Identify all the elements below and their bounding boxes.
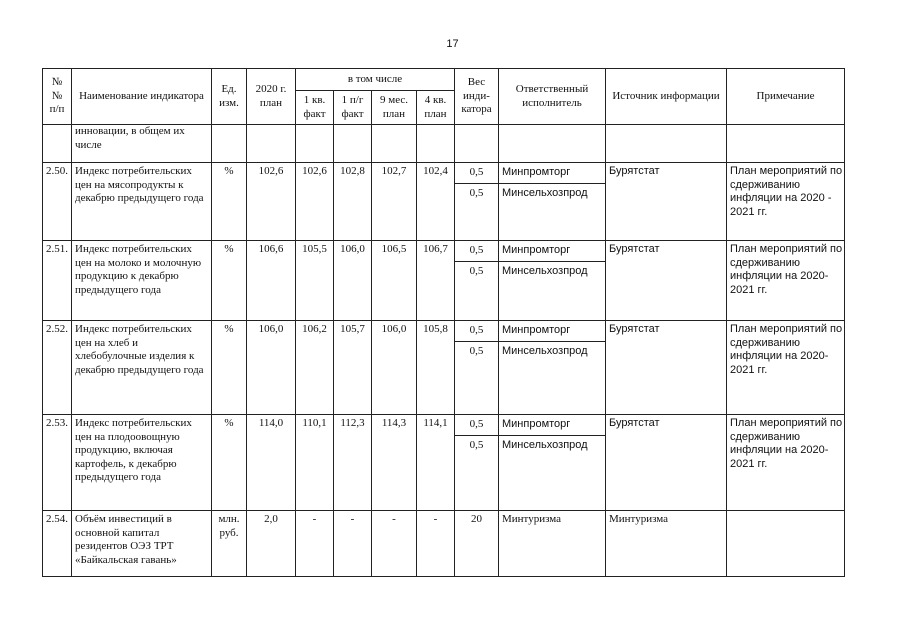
plan-2020: 2,0: [247, 511, 296, 577]
9m-plan: -: [372, 511, 417, 577]
note: План мероприятий по сдерживанию инфляции на 2020-2021 гг.: [727, 241, 845, 321]
header-num: № № п/п: [43, 69, 72, 125]
q4-plan: 114,1: [417, 415, 455, 511]
weight-2: 0,5: [455, 261, 498, 281]
weight-2: 0,5: [455, 435, 498, 455]
q1-fact: -: [296, 511, 334, 577]
header-responsible: Ответственный исполнитель: [499, 69, 606, 125]
h1-fact: 112,3: [334, 415, 372, 511]
header-source: Источник информации: [606, 69, 727, 125]
plan-2020: 106,0: [247, 321, 296, 415]
weight-1: 0,5: [469, 166, 484, 178]
unit: %: [212, 415, 247, 511]
q1-fact: 105,5: [296, 241, 334, 321]
source: Бурятстат: [606, 241, 727, 321]
9m-plan: 106,0: [372, 321, 417, 415]
source: Бурятстат: [606, 321, 727, 415]
note: План мероприятий по сдерживанию инфляции на 2020-2021 гг.: [727, 415, 845, 511]
indicator-name: Индекс потребительских цен на плодоовощную продукцию, включая картофель, к декабрю предыдущего года: [72, 415, 212, 511]
note: План мероприятий по сдерживанию инфляции на 2020-2021 гг.: [727, 321, 845, 415]
weight-2: 0,5: [455, 183, 498, 203]
responsible-1: Минпромторг: [502, 244, 571, 256]
row-number: 2.51.: [43, 241, 72, 321]
h1-fact: 105,7: [334, 321, 372, 415]
responsible-2: Минсельхозпрод: [499, 341, 605, 361]
source: Минтуризма: [606, 511, 727, 577]
q1-fact: 106,2: [296, 321, 334, 415]
h1-fact: 102,8: [334, 163, 372, 241]
responsible-1: Минпромторг: [502, 324, 571, 336]
q1-fact: 102,6: [296, 163, 334, 241]
responsible-2: Минсельхозпрод: [499, 261, 605, 281]
page-number: 17: [446, 38, 459, 50]
note: План мероприятий по сдерживанию инфляции на 2020 - 2021 гг.: [727, 163, 845, 241]
row-number: 2.50.: [43, 163, 72, 241]
9m-plan: 102,7: [372, 163, 417, 241]
weight-1: 0,5: [469, 244, 484, 256]
q4-plan: 102,4: [417, 163, 455, 241]
header-h1: 1 п/г факт: [334, 91, 372, 125]
responsible-1: Минтуризма: [499, 511, 606, 577]
header-9m: 9 мес. план: [372, 91, 417, 125]
responsible-1: Минпромторг: [502, 166, 571, 178]
indicators-table: [42, 68, 845, 577]
note: [727, 511, 845, 577]
unit: %: [212, 321, 247, 415]
responsible-2: Минсельхозпрод: [499, 183, 605, 203]
h1-fact: -: [334, 511, 372, 577]
header-name: Наименование индикатора: [72, 69, 212, 125]
table-row: [43, 241, 845, 321]
table-row: [43, 511, 845, 577]
9m-plan: 114,3: [372, 415, 417, 511]
indicator-name: инновации, в общем их числе: [72, 125, 212, 163]
indicator-name: Объём инвестиций в основной капитал резидентов ОЭЗ ТРТ «Байкальская гавань»: [72, 511, 212, 577]
source: Бурятстат: [606, 415, 727, 511]
weight-1: 20: [455, 511, 499, 577]
h1-fact: 106,0: [334, 241, 372, 321]
row-number: 2.54.: [43, 511, 72, 577]
9m-plan: 106,5: [372, 241, 417, 321]
weight-2: 0,5: [455, 341, 498, 361]
row-number: 2.53.: [43, 415, 72, 511]
table-row-continuation: [43, 125, 845, 163]
header-weight: Вес инди-катора: [455, 69, 499, 125]
header-unit: Ед. изм.: [212, 69, 247, 125]
plan-2020: 102,6: [247, 163, 296, 241]
q1-fact: 110,1: [296, 415, 334, 511]
header-plan-2020: 2020 г. план: [247, 69, 296, 125]
source: Бурятстат: [606, 163, 727, 241]
header-q4: 4 кв. план: [417, 91, 455, 125]
indicator-name: Индекс потребительских цен на молоко и молочную продукцию к декабрю предыдущего года: [72, 241, 212, 321]
unit: млн. руб.: [212, 511, 247, 577]
q4-plan: 105,8: [417, 321, 455, 415]
indicator-name: Индекс потребительских цен на хлеб и хлебобулочные изделия к декабрю предыдущего года: [72, 321, 212, 415]
table-row: [43, 321, 845, 415]
responsible-1: Минпромторг: [502, 418, 571, 430]
indicator-name: Индекс потребительских цен на мясопродукты к декабрю предыдущего года: [72, 163, 212, 241]
q4-plan: -: [417, 511, 455, 577]
plan-2020: 106,6: [247, 241, 296, 321]
unit: %: [212, 241, 247, 321]
header-note: Примечание: [727, 69, 845, 125]
weight-1: 0,5: [469, 324, 484, 336]
plan-2020: 114,0: [247, 415, 296, 511]
table-row: [43, 415, 845, 511]
header-including: в том числе: [296, 69, 455, 91]
unit: %: [212, 163, 247, 241]
weight-1: 0,5: [469, 418, 484, 430]
responsible-2: Минсельхозпрод: [499, 435, 605, 455]
q4-plan: 106,7: [417, 241, 455, 321]
header-q1: 1 кв. факт: [296, 91, 334, 125]
row-number: 2.52.: [43, 321, 72, 415]
table-row: [43, 163, 845, 241]
